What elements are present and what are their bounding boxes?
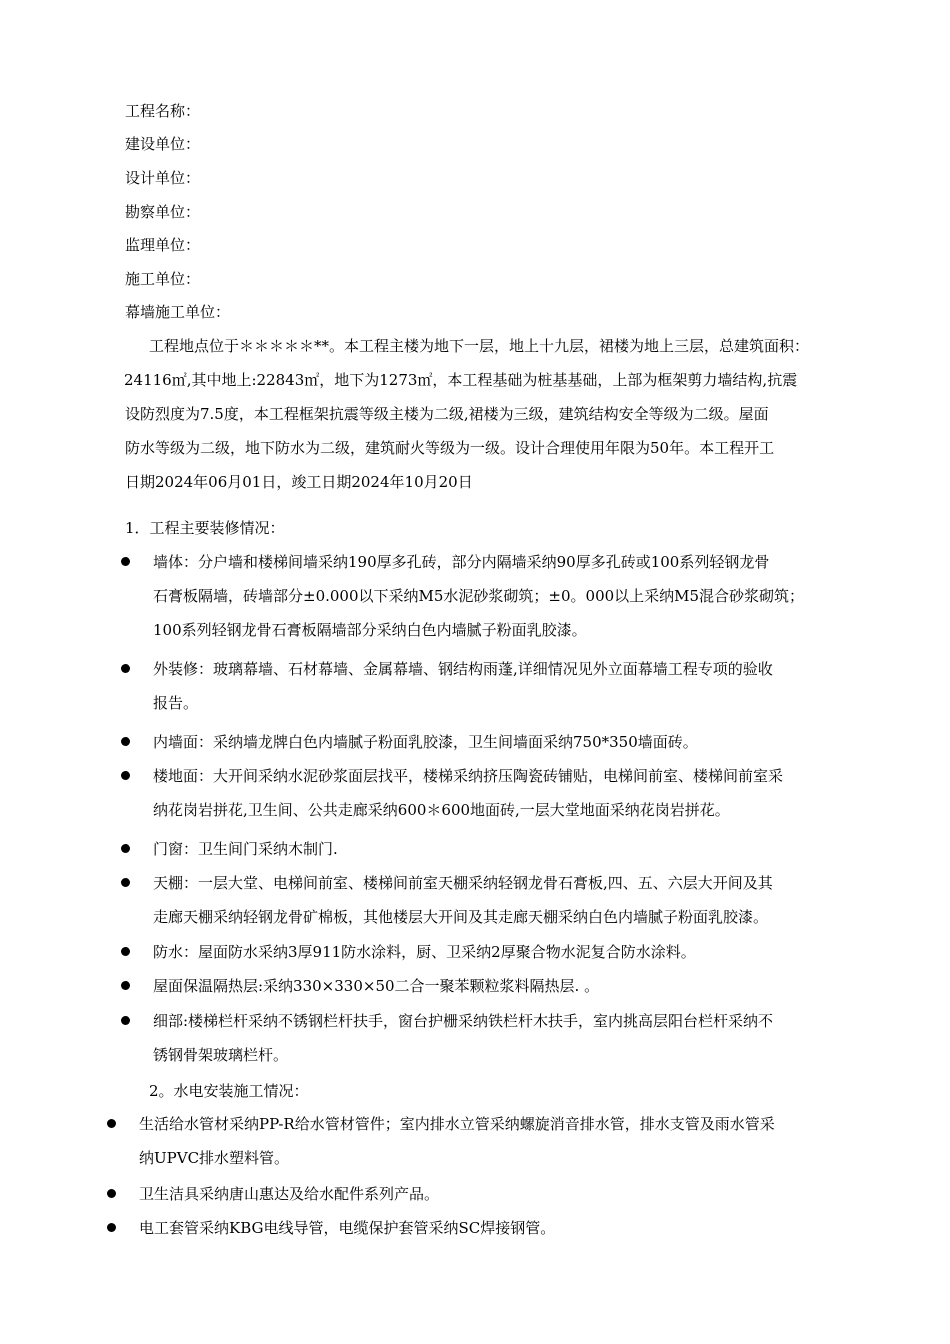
bullet-icon — [121, 947, 130, 956]
overview-line: 工程地点位于＊＊＊＊＊**。本工程主楼为地下一层，地上十九层，裙楼为地上三层，总建筑面积： — [149, 337, 810, 355]
field-project-name: 工程名称： — [125, 102, 201, 120]
item-line: 楼地面：大开间采纳水泥砂浆面层找平，楼梯采纳挤压陶瓷砖铺贴，电梯间前室、楼梯间前室采 — [153, 767, 784, 785]
item-line: 报告。 — [153, 694, 199, 712]
item-line: 100系列轻钢龙骨石膏板隔墙部分采纳白色内墙腻子粉面乳胶漆。 — [153, 621, 587, 639]
field-supervisor: 监理单位： — [125, 236, 201, 254]
item-line: 天棚：一层大堂、电梯间前室、楼梯间前室天棚采纳轻钢龙骨石膏板,四、五、六层大开间及其 — [153, 874, 773, 892]
bullet-icon — [121, 557, 130, 566]
bullet-icon — [121, 1016, 130, 1025]
list-item-interior-walls — [153, 732, 698, 766]
section2-heading: 2。水电安装施工情况： — [149, 1082, 309, 1100]
list-item-details — [153, 1011, 773, 1079]
list-item-doors-windows — [153, 839, 338, 873]
item-line: 卫生洁具采纳唐山惠达及给水配件系列产品。 — [139, 1185, 440, 1203]
list-item-sanitary — [139, 1184, 439, 1218]
list-item-floors — [153, 766, 783, 834]
item-line: 内墙面：采纳墙龙牌白色内墙腻子粉面乳胶漆，卫生间墙面采纳750*350墙面砖。 — [153, 733, 698, 751]
bullet-icon — [107, 1223, 116, 1232]
list-item-waterproofing — [153, 942, 696, 976]
bullet-icon — [121, 771, 130, 780]
overview-line: 防水等级为二级，地下防水为二级，建筑耐火等级为一级。设计合理使用年限为50年。本工程开工 — [125, 439, 775, 457]
list-item-plumbing — [139, 1114, 775, 1182]
item-line: 纳UPVC排水塑料管。 — [139, 1149, 290, 1167]
list-item-roof-insulation — [153, 976, 599, 1010]
bullet-icon — [121, 981, 130, 990]
overview-line: 24116㎡,其中地上:22843㎡，地下为1273㎡，本工程基础为桩基基础，上部为框架剪力墙结构,抗震 — [124, 371, 798, 389]
item-line: 锈钢骨架玻璃栏杆。 — [153, 1046, 289, 1064]
item-line: 屋面保温隔热层:采纳330×330×50二合一聚苯颗粒浆料隔热层. 。 — [153, 977, 600, 995]
item-line: 走廊天棚采纳轻钢龙骨矿棉板，其他楼层大开间及其走廊天棚采纳白色内墙腻子粉面乳胶漆。 — [153, 908, 769, 926]
item-line: 墙体：分户墙和楼梯间墙采纳190厚多孔砖，部分内隔墙采纳90厚多孔砖或100系列轻钢龙骨 — [153, 553, 770, 571]
list-item-electrical — [139, 1218, 555, 1252]
item-line: 石膏板隔墙，砖墙部分±0.000以下采纳M5水泥砂浆砌筑；±0。000以上采纳M5混合砂浆砌筑； — [153, 587, 805, 605]
field-surveyor: 勘察单位： — [125, 203, 201, 221]
overview-line: 设防烈度为7.5度，本工程框架抗震等级主楼为二级,裙楼为三级，建筑结构安全等级为二级。屋面 — [125, 405, 769, 423]
overview-paragraph — [125, 336, 865, 506]
item-line: 防水：屋面防水采纳3厚911防水涂料，厨、卫采纳2厚聚合物水泥复合防水涂料。 — [153, 943, 696, 961]
item-line: 细部:楼梯栏杆采纳不锈钢栏杆扶手，窗台护栅采纳铁栏杆木扶手，室内挑高层阳台栏杆采纳不 — [153, 1012, 774, 1030]
bullet-icon — [107, 1189, 116, 1198]
field-builder: 建设单位： — [125, 135, 201, 153]
field-contractor: 施工单位： — [125, 270, 201, 288]
field-curtain-wall-contractor: 幕墙施工单位： — [125, 303, 231, 321]
list-item-ceilings — [153, 873, 773, 941]
bullet-icon — [121, 878, 130, 887]
item-line: 门窗：卫生间门采纳木制门. — [153, 840, 338, 858]
item-line: 电工套管采纳KBG电线导管，电缆保护套管采纳SC焊接钢管。 — [139, 1219, 556, 1237]
bullet-icon — [107, 1119, 116, 1128]
list-item-walls — [153, 552, 804, 654]
item-line: 外装修：玻璃幕墙、石材幕墙、金属幕墙、钢结构雨蓬,详细情况见外立面幕墙工程专项的验收 — [153, 660, 773, 678]
bullet-icon — [121, 664, 130, 673]
field-designer: 设计单位： — [125, 169, 201, 187]
item-line: 生活给水管材采纳PP-R给水管材管件；室内排水立管采纳螺旋消音排水管，排水支管及雨水管采 — [139, 1115, 775, 1133]
bullet-icon — [121, 844, 130, 853]
list-item-exterior — [153, 659, 773, 727]
section1-heading: 1．工程主要装修情况： — [125, 519, 285, 537]
overview-line: 日期2024年06月01日，竣工日期2024年10月20日 — [125, 473, 473, 491]
bullet-icon — [121, 737, 130, 746]
item-line: 纳花岗岩拼花,卫生间、公共走廊采纳600＊600地面砖,一层大堂地面采纳花岗岩拼花。 — [153, 801, 730, 819]
